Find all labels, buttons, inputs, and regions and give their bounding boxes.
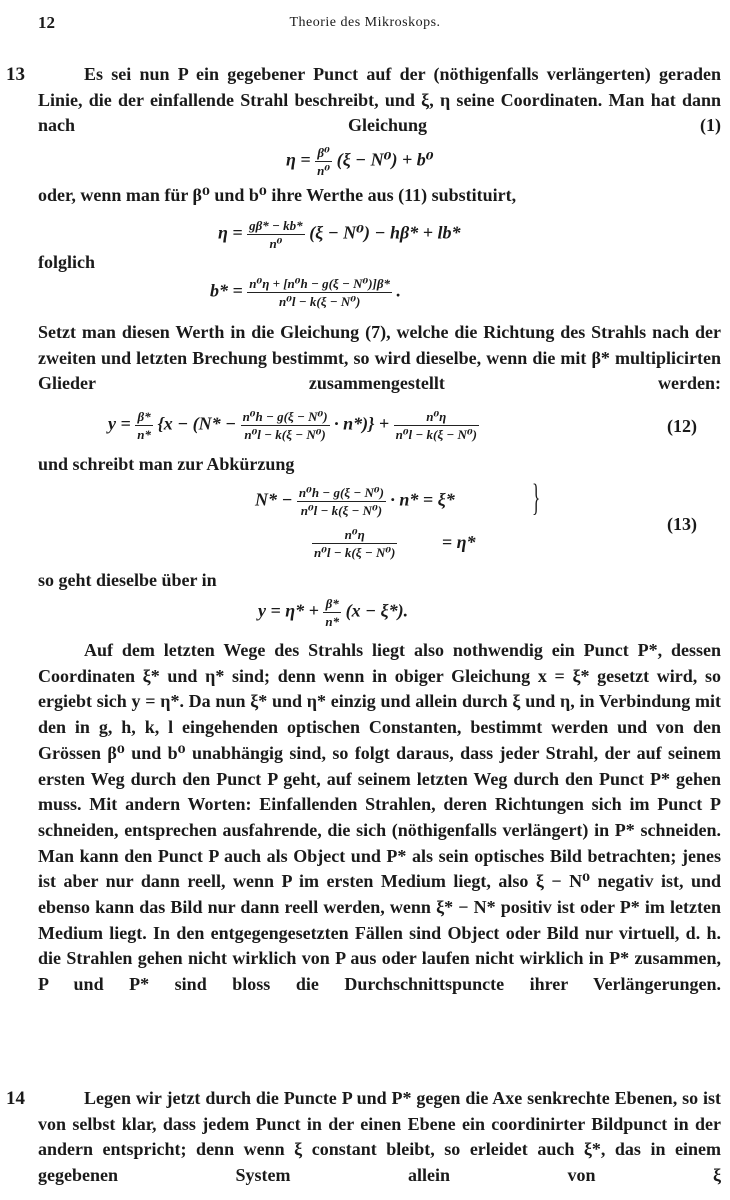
eq-f-rhs: (x − ξ*). [345, 600, 409, 621]
eq-b-fraction: $\frac{g\beta* - kb*}{\text{n⁰}}$ [249, 218, 303, 251]
equation-12 [108, 409, 479, 442]
section-number-13: 13 [6, 64, 25, 85]
equation-number-13: (13) [667, 514, 697, 534]
eq-12-lhs: y = [108, 413, 131, 434]
paragraph-13-intro: Es sei nun P ein gegebener Punct auf der (nöthigenfalls verlängerten) geraden Linie, die der einfallende Strahl beschreibt, und ξ, η seine Coordinaten. Man hat dann nach Gleichung (1) [38, 64, 721, 136]
eq-f-lhs: y = η* + [258, 600, 319, 621]
text-so-geht: so geht dieselbe über in [38, 570, 217, 590]
eq-a-lhs: η = [286, 149, 311, 170]
eq-b-rhs: (ξ − N⁰) − hβ* + lb* [309, 222, 461, 243]
eq-13-line2-fraction: $\frac{\text{n⁰η}}{\text{n⁰l − k(ξ − N⁰)}}$ [314, 527, 396, 560]
running-title: Theorie des Mikroskops. [289, 15, 441, 30]
eq-13-line2-rhs: = η* [441, 531, 476, 552]
eq-13-line1-lhs: N* − [255, 489, 293, 510]
eq-c-lhs: b* = [210, 280, 243, 301]
eq-12-fraction-3: $\frac{\text{n⁰η}}{\text{n⁰l − k(ξ − N⁰)}}$ [395, 409, 477, 442]
equation-number-12: (12) [667, 416, 697, 436]
eq-f-fraction: $\frac{\beta*}{n*}$ [325, 596, 340, 629]
eq-12-fraction-2: $\frac{\text{n⁰h − g(ξ − N⁰)}}{\text{n⁰l − k(ξ − N⁰)}}$ [242, 409, 328, 442]
equation-13-line-1 [255, 485, 455, 518]
eq-c-fraction: $\frac{\text{n⁰η + [n⁰h − g(ξ − N⁰)]β*}}{\text{n⁰l − k(ξ − N⁰)}}$ [249, 276, 391, 309]
text-folglich: folglich [38, 252, 95, 272]
paragraph-main: Auf dem letzten Wege des Strahls liegt also nothwendig ein Punct P*, dessen Coordinaten ξ* und η* sind; denn wenn in obiger Gleichung x = ξ* gesetzt wird, so ergiebt sich y = η*. Da nun ξ* und η* einzig und allein durch ξ und η, in Verbindung mit den in g, h, k, l eingehenden optischen Constanten, bestimmt werden und von den Grössen β⁰ und b⁰ unabhängig sind, so folgt daraus, dass jeder Strahl, der auf seinem ersten Weg durch den Punct P geht, auf seinem letzten Weg durch den Punct P* gehen muss. Mit andern Worten: Einfallenden Strahlen, deren Richtungen sich im Punct P schneiden, entsprechen ausfahrende, die sich (nöthigenfalls verlängert) in P* schneiden. Man kann den Punct P auch als Object und P* als sein optisches Bild betrachten; jenes ist aber nur dann reell, wenn P im ersten Medium liegt, also ξ − N⁰ negativ ist, und ebenso kann das Bild nur dann reell werden, wenn ξ* − N* positiv ist oder P* im letzten Medium liegt. In den entgegengesetzten Fällen sind Object oder Bild nur virtuell, d. h. die Strahlen gehen nicht wirklich von P aus oder laufen nicht wirklich in P* zusammen, P und P* sind bloss die Durchschnittspuncte ihrer Verlängerungen. [38, 640, 721, 995]
text-abkuerzung: und schreibt man zur Abkürzung [38, 454, 295, 474]
eq-12-mid: {x − (N* − [157, 413, 237, 434]
eq-a-rhs: (ξ − N⁰) + b⁰ [336, 149, 434, 170]
equation-b-star [210, 276, 401, 309]
paragraph-setzt: Setzt man diesen Werth in die Gleichung (7), welche die Richtung des Strahls nach der zweiten und letzten Brechung bestimmt, so wird dieselbe, wenn die mit β* multiplicirten Glieder zusammengestellt werden: [38, 322, 721, 394]
eq-a-fraction: $\frac{\text{β⁰}}{\text{n⁰}}$ [317, 145, 331, 178]
page-number: 12 [38, 13, 55, 32]
equation-13-brace: } [532, 477, 541, 519]
eq-12-mid2: · n*)} + [334, 413, 390, 434]
eq-13-line1-fraction: $\frac{\text{n⁰h − g(ξ − N⁰)}}{\text{n⁰l − k(ξ − N⁰)}}$ [298, 485, 384, 518]
eq-c-rhs: . [396, 280, 402, 301]
equation-eta-substituted [218, 218, 460, 251]
text-substitution: oder, wenn man für β⁰ und b⁰ ihre Werthe aus (11) substituirt, [38, 185, 517, 205]
eq-b-lhs: η = [218, 222, 243, 243]
equation-13-line-2 [312, 527, 476, 560]
equation-eta [286, 145, 434, 178]
section-number-14: 14 [6, 1088, 25, 1109]
equation-line [258, 596, 408, 629]
eq-13-line1-rhs: · n* = ξ* [390, 489, 455, 510]
eq-12-fraction-1: $\frac{\beta*}{n*}$ [137, 409, 151, 442]
paragraph-14: Legen wir jetzt durch die Puncte P und P* gegen die Axe senkrechte Ebenen, so ist von selbst klar, dass jedem Punct in der einen Ebene ein coordinirter Bildpunct in der andern entspricht; denn wenn ξ constant bleibt, so erleidet auch ξ*, das in einem gegebenen System allein von ξ [38, 1088, 721, 1186]
